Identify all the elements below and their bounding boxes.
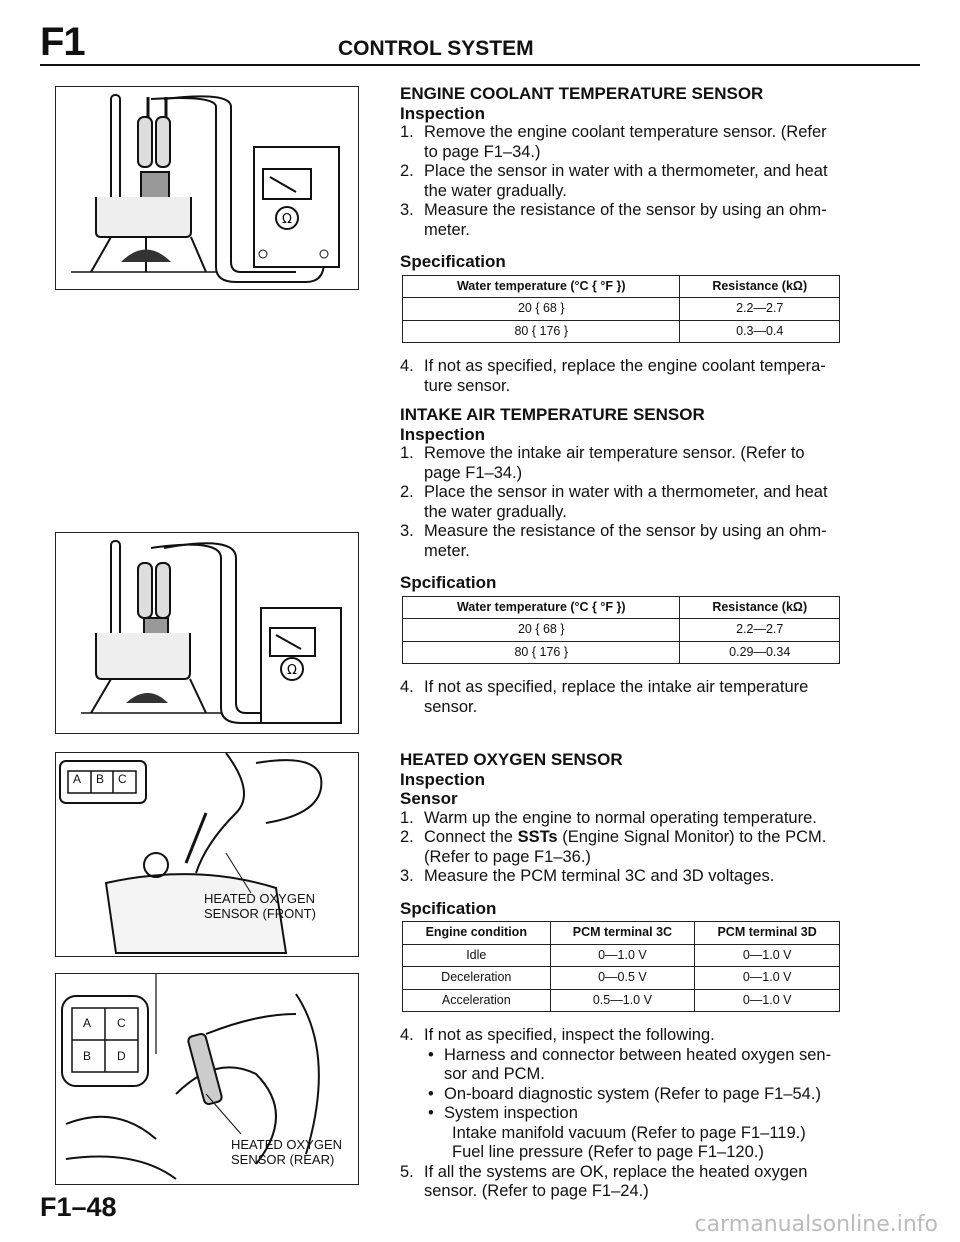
ect-step-4: 4. If not as specified, replace the engine coolant tempera-ture sensor.	[400, 357, 826, 395]
iat-step-1: 1. Remove the intake air temperature sensor. (Refer to page F1–34.)	[400, 444, 805, 482]
iat-section	[400, 405, 840, 717]
ect-test-illustration	[56, 87, 358, 289]
list-item: • System inspection	[428, 1104, 578, 1122]
table-row: Acceleration 0.5—1.0 V 0—1.0 V	[403, 989, 840, 1012]
ho2s-subitem-vacuum: Intake manifold vacuum (Refer to page F1–119.)	[452, 1123, 806, 1142]
ohm-symbol: Ω	[282, 212, 292, 227]
ho2s-spec-heading: Spcification	[400, 898, 497, 918]
ho2s-subitem-fuel: Fuel line pressure (Refer to page F1–120.)	[452, 1143, 764, 1161]
iat-step-4: 4. If not as specified, replace the intake air temperature sensor.	[400, 678, 809, 716]
figure-ho2s-rear	[55, 973, 359, 1185]
iat-spec-heading: Spcification	[400, 573, 497, 592]
header-rule	[40, 64, 920, 66]
ho2s-title: HEATED OXYGEN SENSOR	[400, 750, 623, 769]
iat-step-3: 3. Measure the resistance of the sensor by using an ohm-meter.	[400, 522, 827, 560]
ect-step-2: 2. Place the sensor in water with a thermometer, and heat the water gradually.	[400, 162, 828, 200]
connector-rear-pin-c: C	[117, 1016, 126, 1030]
ho2s-subsubtitle: Sensor	[400, 789, 458, 808]
ho2s-step-5: 5. If all the systems are OK, replace the heated oxygen sensor. (Refer to page F1–24.)	[400, 1162, 808, 1200]
table-row: 20 { 68 } 2.2—2.7	[403, 298, 840, 321]
ect-section	[400, 84, 840, 396]
figure-ho2s-front	[55, 752, 359, 957]
iat-test-illustration	[56, 533, 358, 733]
ect-title: ENGINE COOLANT TEMPERATURE SENSOR	[400, 84, 764, 103]
connector-rear-pin-a: A	[83, 1016, 92, 1030]
connector-rear-pin-b: B	[83, 1049, 92, 1063]
page-title: CONTROL SYSTEM	[338, 37, 534, 60]
iat-title: INTAKE AIR TEMPERATURE SENSOR	[400, 405, 705, 424]
ho2s-section	[400, 750, 840, 1202]
ho2s-step-4: 4. If not as specified, inspect the following.	[400, 1026, 715, 1044]
section-code: F1	[40, 20, 85, 64]
table-row: 20 { 68 } 2.2—2.7	[403, 619, 840, 642]
connector-front-pin-c: C	[118, 772, 127, 786]
table-row: 80 { 176 } 0.3—0.4	[403, 320, 840, 343]
table-row: Idle 0—1.0 V 0—1.0 V	[403, 944, 840, 967]
list-item: • Harness and connector between heated oxygen sen-sor and PCM.	[428, 1045, 832, 1083]
iat-spec-table: Water temperature (°C { °F }) Resistance (kΩ) 20 { 68 } 2.2—2.7 80 { 176 } 0.29—0.34	[402, 596, 840, 665]
watermark: carmanualsonline.info	[694, 1212, 938, 1237]
list-item: • On-board diagnostic system (Refer to page F1–54.)	[428, 1084, 821, 1103]
figure-iat-test	[55, 532, 359, 734]
ho2s-step-3: 3. Measure the PCM terminal 3C and 3D voltages.	[400, 867, 775, 885]
table-row: 80 { 176 } 0.29—0.34	[403, 641, 840, 664]
ect-spec-heading: Specification	[400, 252, 506, 271]
ho2s-step-2: 2. Connect the SSTs (Engine Signal Monitor) to the PCM. (Refer to page F1–36.)	[400, 828, 827, 866]
iat-step-2: 2. Place the sensor in water with a thermometer, and heat the water gradually.	[400, 483, 828, 521]
connector-rear-pin-d: D	[117, 1049, 126, 1063]
ho2s-spec-table: Engine condition PCM terminal 3C PCM terminal 3D Idle 0—1.0 V 0—1.0 V Deceleration 0—0.5 V 0—1.0 V Acceleration 0.5—1.0 V 0—1.0 V	[402, 921, 840, 1012]
ect-spec-table: Water temperature (°C { °F }) Resistance (kΩ) 20 { 68 } 2.2—2.7 80 { 176 } 0.3—0.4	[402, 275, 840, 344]
ect-subtitle: Inspection	[400, 103, 486, 123]
connector-front-pin-a: A	[73, 772, 82, 786]
connector-front-pin-b: B	[96, 772, 105, 786]
ho2s-front-callout: HEATED OXYGEN SENSOR (FRONT)	[204, 891, 316, 921]
ect-step-1: 1. Remove the engine coolant temperature sensor. (Refer to page F1–34.)	[400, 123, 827, 161]
ho2s-step-1: 1. Warm up the engine to normal operating temperature.	[400, 808, 817, 827]
figure-ect-test	[55, 86, 359, 290]
table-row: Deceleration 0—0.5 V 0—1.0 V	[403, 967, 840, 990]
page-number: F1–48	[40, 1192, 117, 1222]
ho2s-rear-callout: HEATED OXYGEN SENSOR (REAR)	[231, 1137, 343, 1167]
ho2s-subtitle: Inspection	[400, 769, 486, 789]
svg-text:Ω: Ω	[287, 663, 297, 678]
iat-subtitle: Inspection	[400, 424, 486, 444]
ect-step-3: 3. Measure the resistance of the sensor by using an ohm-meter.	[400, 201, 827, 239]
